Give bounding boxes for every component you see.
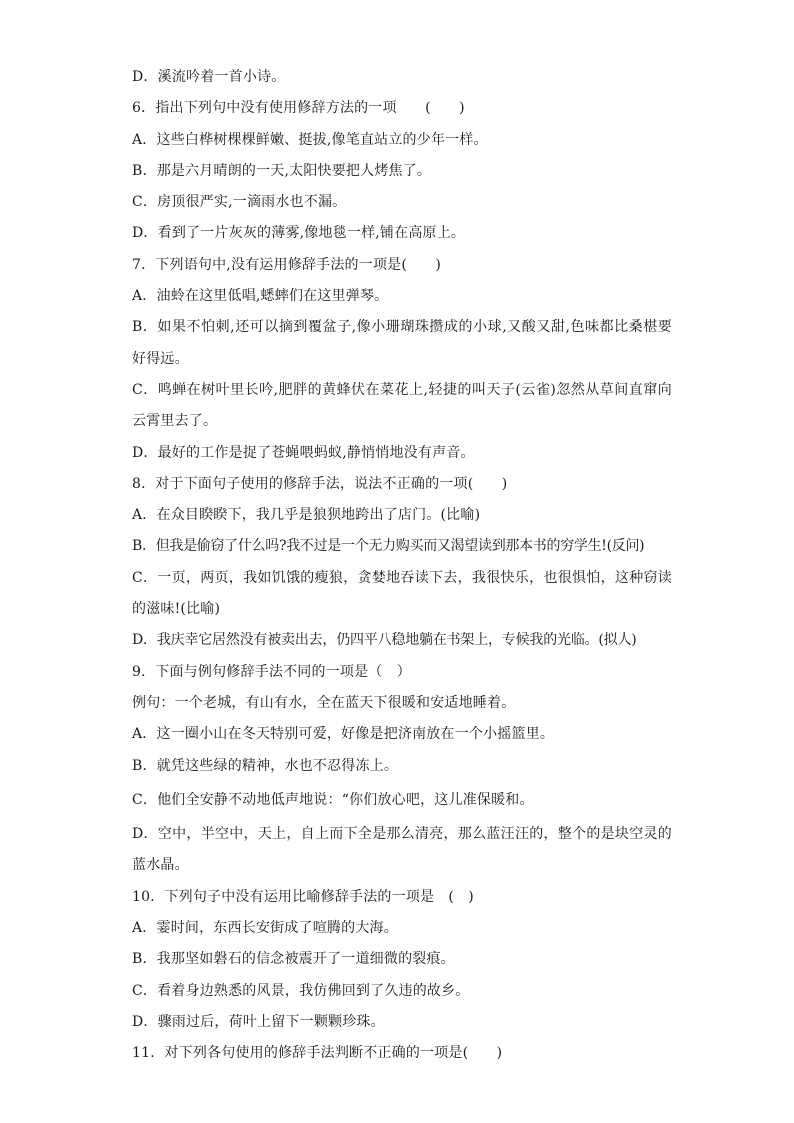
question-6-option-a: A．这些白桦树棵棵鲜嫩、挺拔,像笔直站立的少年一样。 (132, 131, 488, 148)
question-6-option-d: D．看到了一片灰灰的薄雾,像地毯一样,铺在高原上。 (132, 225, 466, 242)
question-10-option-a: A．霎时间，东西长安街成了喧腾的大海。 (132, 920, 398, 937)
question-6-stem: 6．指出下列句中没有使用修辞方法的一项 ( ) (132, 100, 465, 117)
question-9-stem: 9．下面与例句修辞手法不同的一项是（ ） (132, 663, 411, 680)
question-10-option-d: D．骤雨过后，荷叶上留下一颗颗珍珠。 (132, 1013, 385, 1030)
question-9-option-a: A．这一圈小山在冬天特别可爱，好像是把济南放在一个小摇篮里。 (132, 726, 555, 743)
document-page (132, 62, 672, 1070)
question-7-option-a: A．油蛉在这里低唱,蟋蟀们在这里弹琴。 (132, 288, 389, 305)
question-7-option-b: B．如果不怕刺,还可以摘到覆盆子,像小珊瑚珠攒成的小球,又酸又甜,色味都比桑椹要好得远。 (132, 319, 672, 367)
question-8-stem: 8．对于下面句子使用的修辞手法，说法不正确的一项( ) (132, 475, 508, 492)
question-11-stem: 11．对下列各句使用的修辞手法判断不正确的一项是( ) (132, 1045, 503, 1062)
question-10-option-b: B．我那坚如磐石的信念被震开了一道细微的裂痕。 (132, 951, 455, 968)
question-6-option-b: B．那是六月晴朗的一天,太阳快要把人烤焦了。 (132, 162, 432, 179)
question-9-example: 例句：一个老城，有山有水，全在蓝天下很暖和安适地睡着。 (132, 694, 516, 711)
question-9-option-c: C．他们全安静不动地低声地说：“你们放心吧，这儿准保暖和。 (132, 791, 534, 808)
question-8-option-c: C．一页，两页，我如饥饿的瘦狼，贪婪地吞读下去，我很快乐，也很惧怕，这种窃读的滋味!(比喻) (132, 569, 672, 618)
question-8-option-b: B．但我是偷窃了什么吗?我不过是一个无力购买而又渴望读到那本书的穷学生!(反问) (132, 538, 645, 555)
question-8-option-d: D．我庆幸它居然没有被卖出去，仍四平八稳地躺在书架上，专候我的光临。(拟人) (132, 632, 637, 649)
question-10-option-c: C．看着身边熟悉的风景，我仿佛回到了久违的故乡。 (132, 982, 470, 999)
question-7-stem: 7．下列语句中,没有运用修辞手法的一项是( ) (132, 256, 442, 273)
question-6-option-c: C．房顶很严实,一滴雨水也不漏。 (132, 194, 347, 211)
question-9-option-d: D．空中，半空中，天上，自上而下全是那么清亮，那么蓝汪汪的，整个的是块空灵的蓝水晶。 (132, 826, 672, 874)
question-5-option-d: D．溪流吟着一首小诗。 (132, 69, 286, 85)
question-7-option-d: D．最好的工作是捉了苍蝇喂蚂蚁,静悄悄地没有声音。 (132, 444, 475, 461)
question-9-option-b: B．就凭这些绿的精神，水也不忍得冻上。 (132, 757, 399, 774)
question-8-option-a: A．在众目睽睽下，我几乎是狼狈地跨出了店门。(比喻) (132, 507, 481, 524)
question-7-option-c: C．鸣蝉在树叶里长吟,肥胖的黄蜂伏在菜花上,轻捷的叫天子(云雀)忽然从草间直窜向云霄里去了。 (132, 381, 672, 430)
question-10-stem: 10．下列句子中没有运用比喻修辞手法的一项是 ( ) (132, 888, 474, 905)
